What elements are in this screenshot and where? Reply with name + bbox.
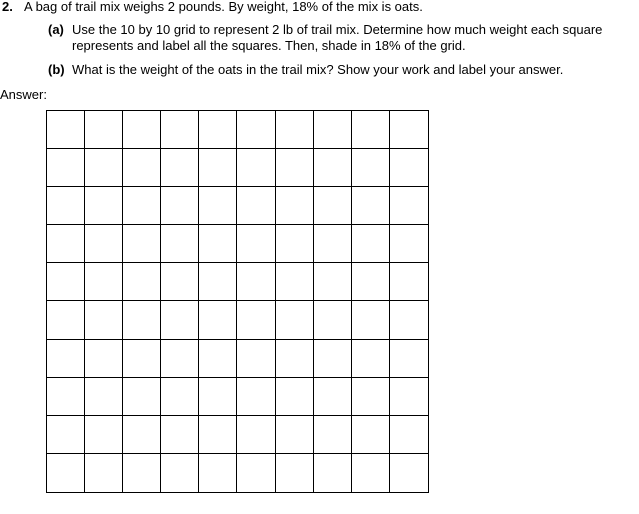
grid-cell[interactable]: [199, 263, 237, 301]
grid-cell[interactable]: [237, 149, 275, 187]
grid-cell[interactable]: [199, 301, 237, 339]
grid-cell[interactable]: [85, 416, 123, 454]
part-b-label: (b): [48, 62, 65, 77]
grid-cell[interactable]: [47, 187, 85, 225]
grid-cell[interactable]: [352, 416, 390, 454]
grid-cell[interactable]: [161, 187, 199, 225]
grid-cell[interactable]: [47, 454, 85, 492]
grid-cell[interactable]: [47, 416, 85, 454]
question-text: A bag of trail mix weighs 2 pounds. By weight, 18% of the mix is oats.: [24, 0, 423, 14]
grid-cell[interactable]: [123, 454, 161, 492]
grid-cell[interactable]: [199, 340, 237, 378]
grid-cell[interactable]: [390, 340, 428, 378]
grid-cell[interactable]: [390, 454, 428, 492]
grid-cell[interactable]: [85, 225, 123, 263]
grid-cell[interactable]: [123, 378, 161, 416]
grid-cell[interactable]: [352, 187, 390, 225]
grid-cell[interactable]: [314, 416, 352, 454]
grid-cell[interactable]: [47, 149, 85, 187]
grid-cell[interactable]: [85, 187, 123, 225]
grid-cell[interactable]: [276, 340, 314, 378]
grid-cell[interactable]: [161, 301, 199, 339]
grid-cell[interactable]: [123, 225, 161, 263]
grid-cell[interactable]: [47, 225, 85, 263]
part-a-text-line-1: Use the 10 by 10 grid to represent 2 lb of trail mix. Determine how much weight each square: [72, 22, 603, 37]
part-a: [48, 22, 633, 54]
grid-cell[interactable]: [47, 340, 85, 378]
grid-cell[interactable]: [237, 454, 275, 492]
grid-cell[interactable]: [237, 187, 275, 225]
grid-cell[interactable]: [161, 111, 199, 149]
part-a-label: (a): [48, 22, 64, 37]
grid-cell[interactable]: [314, 378, 352, 416]
grid-cell[interactable]: [237, 416, 275, 454]
grid-cell[interactable]: [390, 111, 428, 149]
grid-cell[interactable]: [47, 378, 85, 416]
grid-cell[interactable]: [314, 111, 352, 149]
grid-cell[interactable]: [352, 378, 390, 416]
part-b: [48, 62, 633, 78]
grid-cell[interactable]: [161, 454, 199, 492]
grid-cell[interactable]: [276, 301, 314, 339]
grid-cell[interactable]: [276, 111, 314, 149]
grid-cell[interactable]: [237, 225, 275, 263]
grid-cell[interactable]: [276, 378, 314, 416]
grid-cell[interactable]: [352, 149, 390, 187]
question-stem: [2, 0, 423, 15]
grid-cell[interactable]: [161, 378, 199, 416]
grid-cell[interactable]: [237, 378, 275, 416]
grid-cell[interactable]: [237, 340, 275, 378]
grid-cell[interactable]: [352, 263, 390, 301]
part-b-text: What is the weight of the oats in the trail mix? Show your work and label your answer.: [72, 62, 564, 77]
grid-cell[interactable]: [47, 301, 85, 339]
grid-cell[interactable]: [390, 187, 428, 225]
grid-cell[interactable]: [123, 263, 161, 301]
question-number: 2.: [2, 0, 13, 14]
grid-cell[interactable]: [390, 378, 428, 416]
grid-cell[interactable]: [390, 416, 428, 454]
grid-cell[interactable]: [314, 454, 352, 492]
grid-cell[interactable]: [85, 263, 123, 301]
grid-cell[interactable]: [276, 225, 314, 263]
grid-cell[interactable]: [85, 378, 123, 416]
grid-cell[interactable]: [161, 416, 199, 454]
grid-cell[interactable]: [199, 187, 237, 225]
part-a-text-line-2: represents and label all the squares. Then, shade in 18% of the grid.: [72, 38, 466, 53]
answer-grid[interactable]: [46, 110, 429, 493]
grid-cell[interactable]: [161, 263, 199, 301]
grid-cell[interactable]: [390, 225, 428, 263]
grid-cell[interactable]: [199, 225, 237, 263]
grid-cell[interactable]: [276, 454, 314, 492]
grid-cell[interactable]: [47, 263, 85, 301]
grid-cell[interactable]: [276, 416, 314, 454]
grid-cell[interactable]: [314, 263, 352, 301]
grid-cell[interactable]: [199, 378, 237, 416]
grid-cell[interactable]: [123, 301, 161, 339]
grid-cell[interactable]: [85, 111, 123, 149]
grid-cell[interactable]: [199, 149, 237, 187]
grid-cell[interactable]: [390, 263, 428, 301]
grid-cell[interactable]: [314, 187, 352, 225]
grid-cell[interactable]: [123, 340, 161, 378]
grid-cell[interactable]: [237, 301, 275, 339]
answer-label: Answer:: [0, 87, 47, 102]
grid-cell[interactable]: [123, 187, 161, 225]
grid-cell[interactable]: [199, 111, 237, 149]
grid-cell[interactable]: [352, 454, 390, 492]
grid-cell[interactable]: [352, 225, 390, 263]
grid-cell[interactable]: [390, 301, 428, 339]
grid-cell[interactable]: [237, 111, 275, 149]
grid-cell[interactable]: [47, 111, 85, 149]
grid-cell[interactable]: [276, 263, 314, 301]
grid-cell[interactable]: [123, 149, 161, 187]
grid-cell[interactable]: [352, 301, 390, 339]
grid-cell[interactable]: [314, 340, 352, 378]
grid-cell[interactable]: [85, 340, 123, 378]
grid-cell[interactable]: [276, 149, 314, 187]
grid-cell[interactable]: [123, 111, 161, 149]
grid-cell[interactable]: [85, 149, 123, 187]
grid-cell[interactable]: [85, 301, 123, 339]
grid-cell[interactable]: [314, 149, 352, 187]
grid-cell[interactable]: [237, 263, 275, 301]
grid-cell[interactable]: [314, 225, 352, 263]
grid-cell[interactable]: [123, 416, 161, 454]
grid-cell[interactable]: [85, 454, 123, 492]
grid-cell[interactable]: [276, 187, 314, 225]
grid-cell[interactable]: [352, 111, 390, 149]
grid-cell[interactable]: [199, 416, 237, 454]
grid-cell[interactable]: [161, 149, 199, 187]
grid-cell[interactable]: [314, 301, 352, 339]
grid-cell[interactable]: [352, 340, 390, 378]
grid-cell[interactable]: [390, 149, 428, 187]
grid-cell[interactable]: [161, 225, 199, 263]
grid-cell[interactable]: [199, 454, 237, 492]
grid-cell[interactable]: [161, 340, 199, 378]
